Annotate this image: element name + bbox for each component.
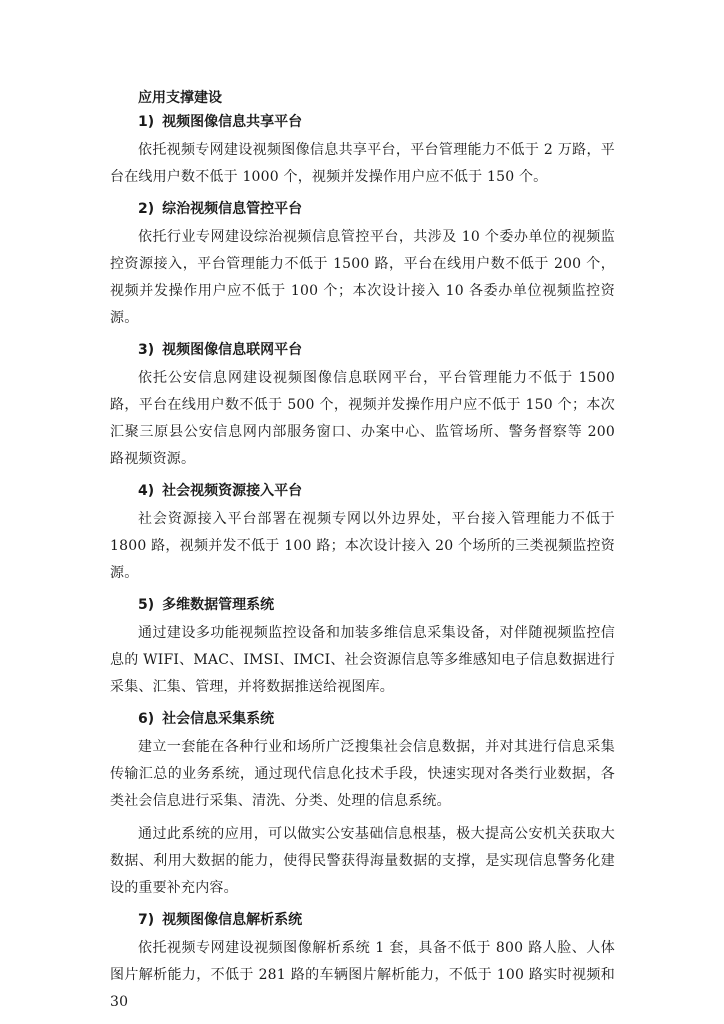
item-number: 5) <box>138 597 155 613</box>
item-heading <box>110 593 615 617</box>
item-5 <box>110 593 615 701</box>
item-number: 7) <box>138 912 155 928</box>
item-7 <box>110 908 615 1016</box>
item-title: 视频图像信息共享平台 <box>162 114 303 130</box>
item-number: 3) <box>138 342 155 358</box>
paragraph: 建立一套能在各种行业和场所广泛搜集社会信息数据，并对其进行信息采集传输汇总的业务系统，通过现代信息化技术手段，快速实现对各类行业数据，各类社会信息进行采集、清洗、分类、处理的信息系统。 <box>110 739 615 809</box>
item-title: 社会视频资源接入平台 <box>162 483 303 499</box>
paragraph: 通过建设多功能视频监控设备和加装多维信息采集设备，对伴随视频监控信息的 WIFI、MAC、IMSI、IMCI、社会资源信息等多维感知电子信息数据进行采集、汇集、管理，并将数据推送给视图库。 <box>110 625 615 695</box>
item-title: 社会信息采集系统 <box>162 711 275 727</box>
item-title: 视频图像信息解析系统 <box>162 912 303 928</box>
paragraph: 社会资源接入平台部署在视频专网以外边界处，平台接入管理能力不低于 1800 路，视频并发不低于 100 路；本次设计接入 20 个场所的三类视频监控资源。 <box>110 511 615 581</box>
item-heading <box>110 479 615 503</box>
item-heading <box>110 110 615 134</box>
section-title: 应用支撑建设 <box>138 90 222 106</box>
item-number: 1) <box>138 114 155 130</box>
item-title: 视频图像信息联网平台 <box>162 342 303 358</box>
item-heading <box>110 707 615 731</box>
paragraph: 依托公安信息网建设视频图像信息联网平台，平台管理能力不低于 1500 路，平台在线用户数不低于 500 个，视频并发操作用户应不低于 150 个；本次汇聚三原县公安信息网内部服务窗口、办案中心、监管场所、警务督察等 200 路视频资源。 <box>110 370 615 467</box>
item-heading <box>110 197 615 221</box>
item-number: 2) <box>138 201 155 217</box>
item-3 <box>110 338 615 473</box>
paragraph: 通过此系统的应用，可以做实公安基础信息根基，极大提高公安机关获取大数据、利用大数据的能力，使得民警获得海量数据的支撑，是实现信息警务化建设的重要补充内容。 <box>110 826 615 896</box>
item-4 <box>110 479 615 587</box>
paragraph: 依托行业专网建设综治视频信息管控平台，共涉及 10 个委办单位的视频监控资源接入，平台管理能力不低于 1500 路，平台在线用户数不低于 200 个，视频并发操作用户应不低于 100 个；本次设计接入 10 各委办单位视频监控资源。 <box>110 229 615 326</box>
paragraph: 依托视频专网建设视频图像信息共享平台，平台管理能力不低于 2 万路，平台在线用户数不低于 1000 个，视频并发操作用户应不低于 150 个。 <box>110 142 615 185</box>
item-6 <box>110 707 615 902</box>
paragraph: 依托视频专网建设视频图像解析系统 1 套，具备不低于 800 路人脸、人体图片解析能力，不低于 281 路的车辆图片解析能力，不低于 100 路实时视频和 30 <box>110 940 615 1010</box>
item-number: 4) <box>138 483 155 499</box>
item-1 <box>110 110 615 191</box>
item-heading <box>110 338 615 362</box>
item-title: 综治视频信息管控平台 <box>162 201 303 217</box>
item-2 <box>110 197 615 332</box>
document-page <box>110 86 615 1022</box>
item-number: 6) <box>138 711 155 727</box>
item-title: 多维数据管理系统 <box>162 597 275 613</box>
item-heading <box>110 908 615 932</box>
